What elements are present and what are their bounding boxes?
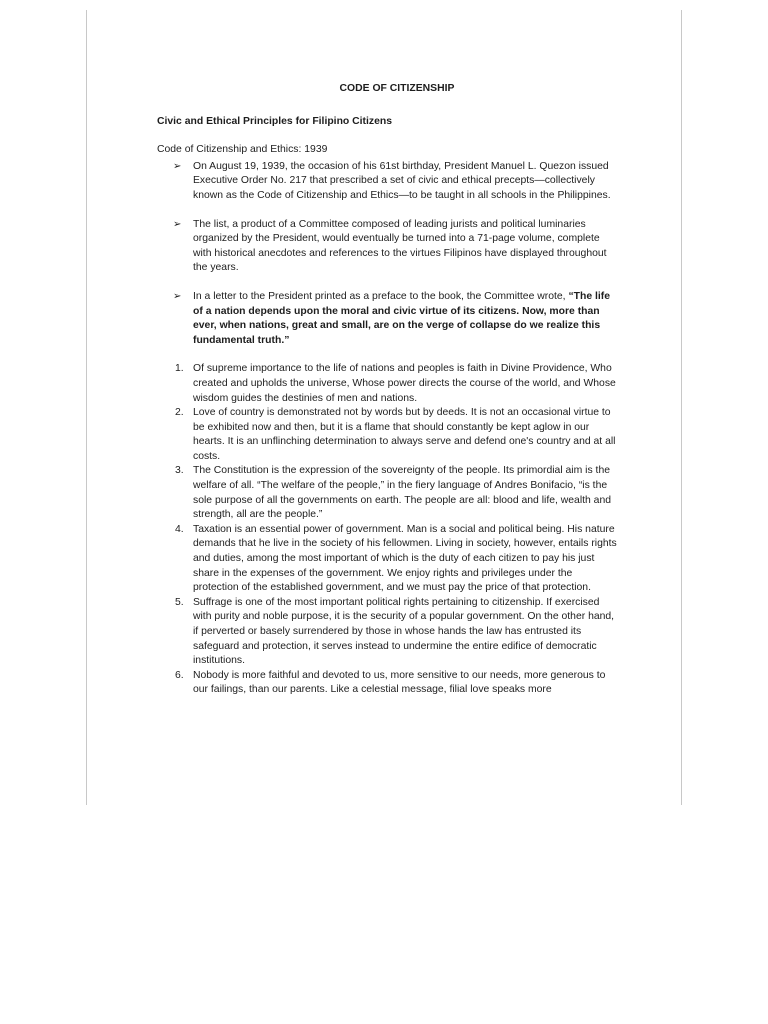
bullet-item [157, 218, 617, 276]
list-item [157, 523, 617, 596]
item-text: Love of country is demonstrated not by words but by deeds. It is not an occasional virtue to be exhibited now and then, but it is a flame that should constantly be kept aglow in our hearts. It is an unflinching determination to always serve and defend one's country and at all costs. [193, 407, 616, 462]
document-subtitle: Civic and Ethical Principles for Filipino Citizens [157, 115, 392, 127]
arrow-bullet-icon: ➢ [173, 160, 182, 172]
bullet-text: In a letter to the President printed as a preface to the book, the Committee wrote, [193, 290, 569, 302]
document-title: CODE OF CITIZENSHIP [339, 83, 455, 94]
bullet-text: The list, a product of a Committee composed of leading jurists and political luminaries organized by the President, would eventually be turned into a 71-page volume, complete with historical anecdotes and references to the virtues Filipinos have displayed throughout the years. [193, 218, 607, 274]
intro-line: Code of Citizenship and Ethics: 1939 [157, 144, 328, 156]
item-text: The Constitution is the expression of the sovereignty of the people. Its primordial aim is the welfare of all. “The welfare of the people,” in the fiery language of Andres Bonifacio, “is the sole purpose of all the governments on earth. The people are all: blood and life, wealth and strength, all are the people.” [193, 465, 612, 521]
item-number: 4. [175, 523, 184, 535]
item-number: 1. [175, 363, 184, 375]
list-item [157, 406, 617, 464]
item-text: Taxation is an essential power of government. Man is a social and political being. His nature demands that he live in the society of his fellowmen. Living in society, however, entails rights and duties, among the most important of which is the duty of each citizen to pay his just share in the expenses of the government. We enjoy rights and privileges under the protection of the established government, and we must pay the price of that protection. [193, 523, 617, 594]
bullet-text: On August 19, 1939, the occasion of his 61st birthday, President Manuel L. Quezon issued Executive Order No. 217 that prescribed a set of civic and ethical precepts—collectively known as the Code of Citizenship and Ethics—to be taught in all schools in the Philippines. [193, 160, 611, 201]
numbered-list [157, 362, 617, 698]
list-item [157, 362, 617, 406]
arrow-bullet-icon: ➢ [173, 218, 182, 230]
bullet-list [157, 160, 617, 349]
item-text: Of supreme importance to the life of nations and peoples is faith in Divine Providence, Who created and upholds the universe, Whose power directs the course of the world, and Whose wisdom guides the destinies of men and nations. [193, 363, 616, 404]
list-item [157, 669, 617, 698]
bullet-quote: “The life of a nation depends upon the moral and civic virtue of its citizens. Now, more than ever, when nations, great and small, are on the verge of collapse do we realize this fundamental truth.” [193, 290, 611, 346]
item-number: 6. [175, 669, 184, 681]
list-item [157, 596, 617, 669]
bullet-item [157, 160, 617, 204]
item-text: Nobody is more faithful and devoted to us, more sensitive to our needs, more generous to our failings, than our parents. Like a celestial message, filial love speaks more [193, 669, 606, 696]
item-number: 5. [175, 596, 184, 608]
list-item [157, 464, 617, 522]
item-number: 2. [175, 407, 184, 419]
right-margin-line [681, 10, 682, 805]
bullet-item [157, 290, 617, 348]
arrow-bullet-icon: ➢ [173, 290, 182, 302]
document-body [157, 82, 617, 698]
left-margin-line [86, 10, 87, 805]
item-number: 3. [175, 465, 184, 477]
item-text: Suffrage is one of the most important political rights pertaining to citizenship. If exercised with purity and noble purpose, it is the security of a popular government. On the other hand, if perverted or basely surrendered by those in whose hands the law has entrusted its safeguard and protection, it serves instead to undermine the entire edifice of democratic institutions. [193, 596, 615, 667]
